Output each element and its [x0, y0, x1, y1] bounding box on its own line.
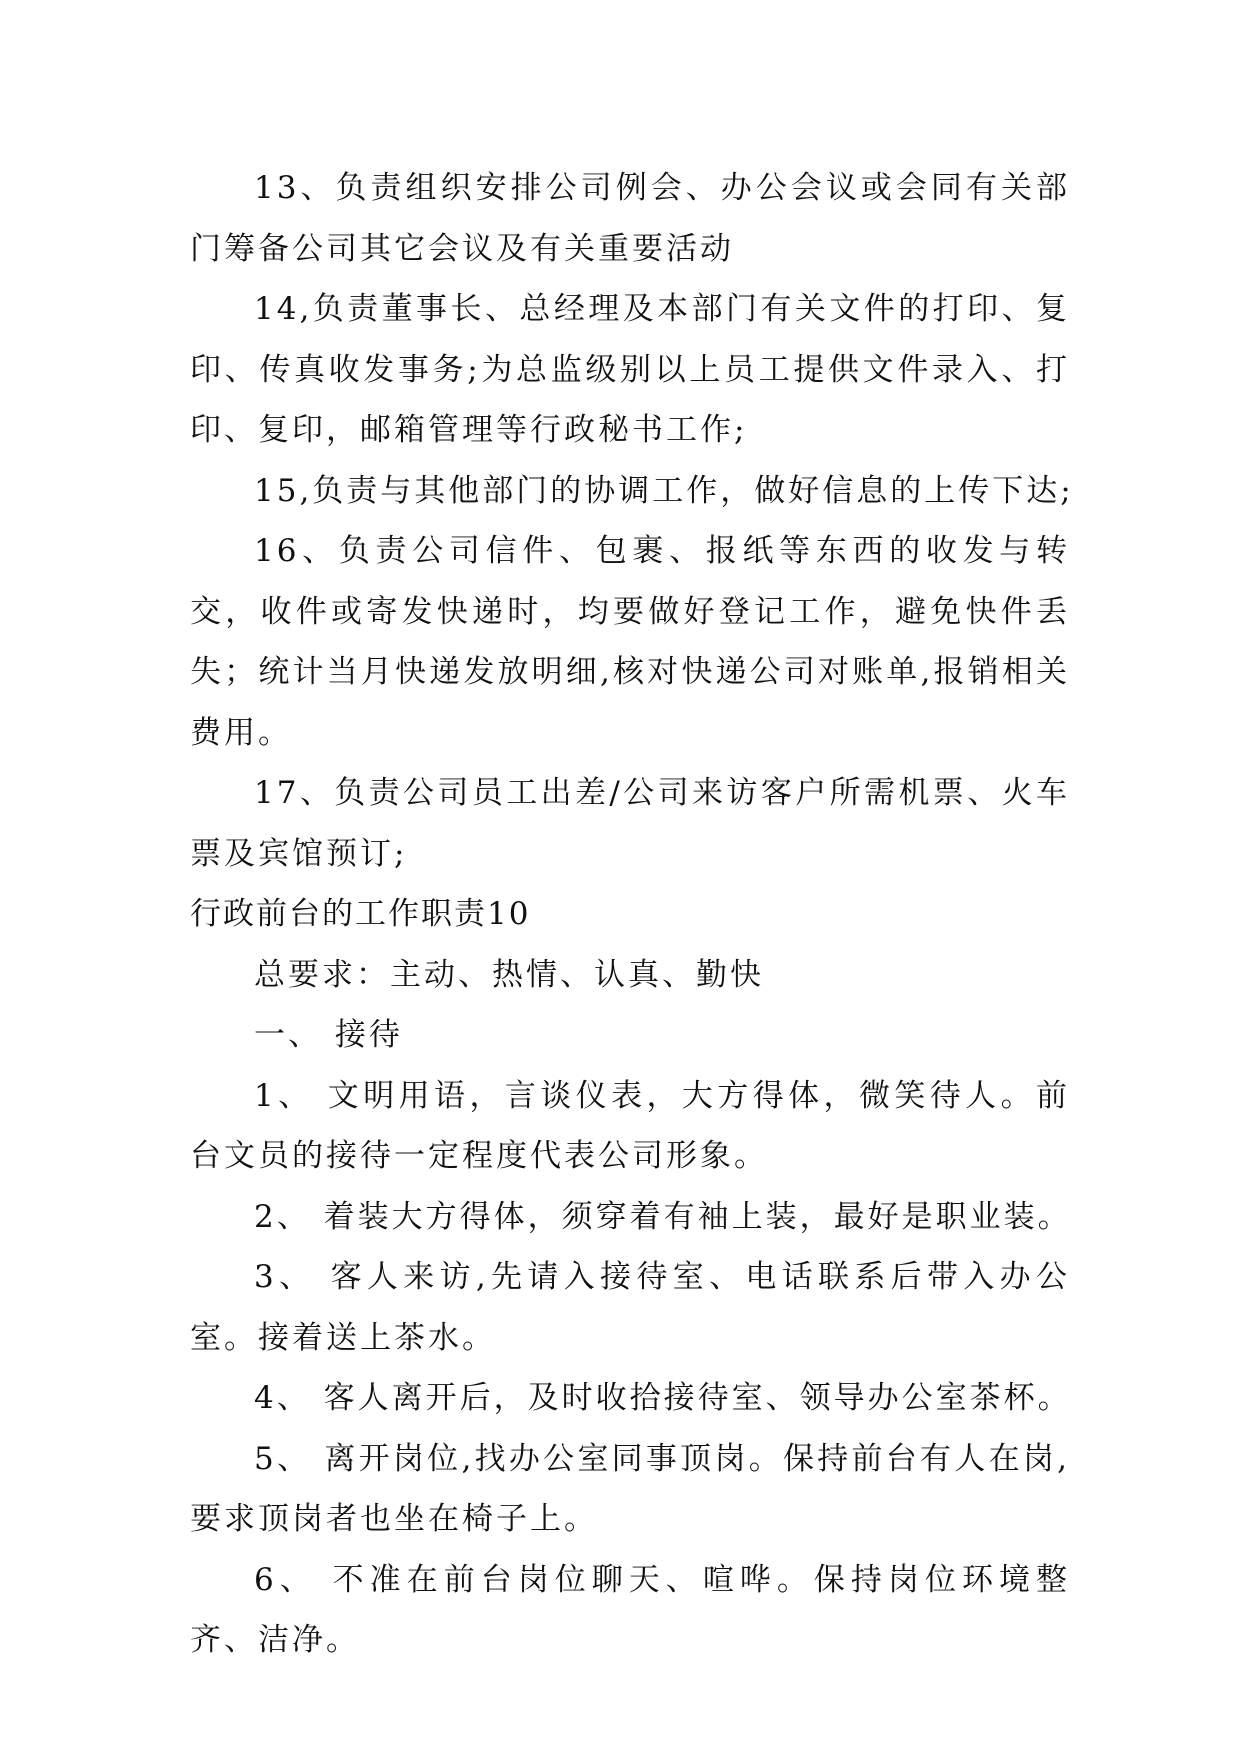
paragraph-item-14: 14,负责董事长、总经理及本部门有关文件的打印、复印、传真收发事务;为总监级别以上员工提供文件录入、打印、复印，邮箱管理等行政秘书工作;	[190, 291, 1070, 448]
reception-item-4: 4、 客人离开后，及时收拾接待室、领导办公室茶杯。	[254, 1380, 1072, 1416]
general-requirements: 总要求：主动、热情、认真、勤快	[254, 956, 764, 993]
reception-item-3: 3、 客人来访,先请入接待室、电话联系后带入办公室。接着送上茶水。	[190, 1259, 1070, 1356]
paragraph-item-16: 16、负责公司信件、包裹、报纸等东西的收发与转交，收件或寄发快递时，均要做好登记工作，避免快件丢失；统计当月快递发放明细,核对快递公司对账单,报销相关费用。	[190, 533, 1070, 751]
reception-item-6: 6、 不准在前台岗位聊天、喧哗。保持岗位环境整齐、洁净。	[190, 1561, 1070, 1658]
section-heading: 行政前台的工作职责10	[190, 896, 531, 932]
reception-item-2: 2、 着装大方得体，须穿着有袖上装，最好是职业装。	[254, 1198, 1072, 1235]
paragraph-item-15: 15,负责与其他部门的协调工作，做好信息的上传下达;	[254, 472, 1074, 509]
subsection-title-reception: 一、 接待	[254, 1017, 403, 1053]
paragraph-item-13: 13、负责组织安排公司例会、办公会议或会同有关部门筹备公司其它会议及有关重要活动	[190, 170, 1070, 267]
reception-item-5: 5、 离开岗位,找办公室同事顶岗。保持前台有人在岗,要求顶岗者也坐在椅子上。	[190, 1440, 1070, 1537]
reception-item-1: 1、 文明用语，言谈仪表，大方得体，微笑待人。前台文员的接待一定程度代表公司形象。	[190, 1077, 1070, 1174]
paragraph-item-17: 17、负责公司员工出差/公司来访客户所需机票、火车票及宾馆预订;	[190, 775, 1070, 872]
document-body	[190, 158, 1074, 1671]
